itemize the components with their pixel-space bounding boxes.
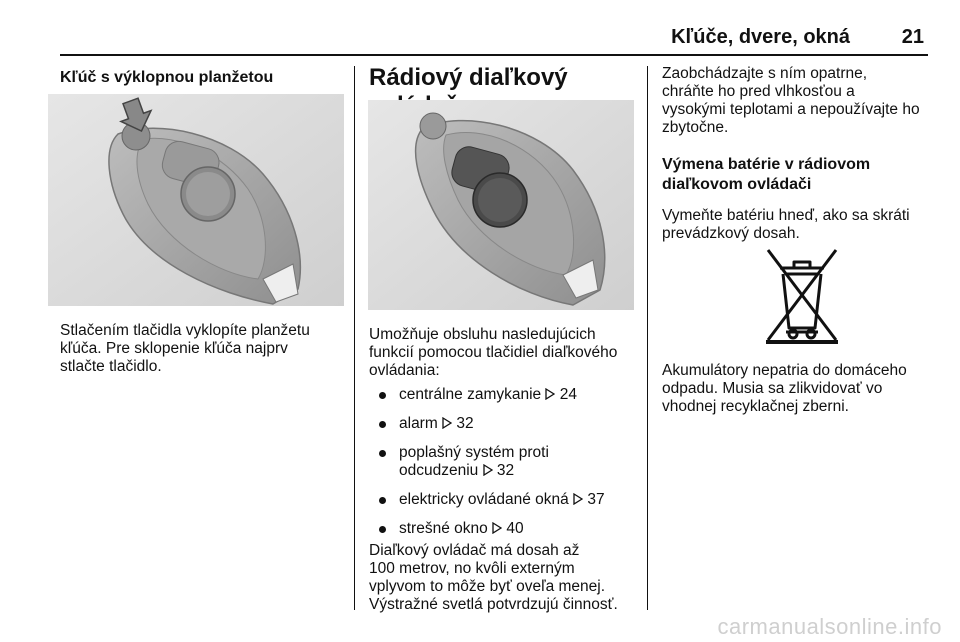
handling-text: Zaobchádzajte s ním opatrne, chráňte ho pred vlhkosťou a vysokými teplotami a nepoužívajte ho zbytočne. Výmena batérie v rádiovom diaľkovom ovládači Vymeňte batériu hneď, ako sa skráti prevádzkový dosah. (662, 65, 937, 243)
flip-key-heading: Kľúč s výklopnou planžetou (60, 69, 274, 86)
reference-arrow-icon (442, 417, 452, 429)
remote-control-heading: Rádiový diaľkový (369, 64, 568, 91)
function-list (369, 386, 641, 538)
page-number: 21 (901, 26, 924, 48)
watermark: carmanualsonline.info (717, 614, 942, 639)
battery-replacement-heading: Výmena batérie v rádiovom diaľkovom ovládači (662, 156, 871, 193)
column-divider-1 (354, 66, 355, 610)
page-reference[interactable]: 37 (587, 491, 605, 508)
reference-arrow-icon (573, 493, 583, 505)
disposal-text: Akumulátory nepatria do domáceho odpadu. Musia sa zlikvidovať vo vhodnej recyklačnej zberni. (662, 362, 907, 415)
list-item: strešné okno 40 (369, 520, 641, 538)
list-item: alarm 32 (369, 415, 641, 433)
flip-key-image (48, 94, 344, 306)
page-reference[interactable]: 40 (506, 520, 524, 537)
column-1 (60, 60, 344, 87)
page-reference[interactable]: 32 (456, 415, 474, 432)
list-item: centrálne zamykanie 24 (369, 386, 641, 404)
section-title: Kľúče, dvere, okná (671, 26, 850, 48)
page-reference[interactable]: 24 (559, 386, 578, 403)
reference-arrow-icon (492, 522, 502, 534)
reference-arrow-icon (483, 464, 493, 476)
page-header (60, 18, 928, 56)
remote-key-image (368, 100, 634, 310)
list-item: elektricky ovládané okná 37 (369, 491, 641, 509)
remote-control-text: Umožňuje obsluhu nasledujúcich funkcií pomocou tlačidiel diaľkového ovládania: centrálne zamykanie 24 alarm 32 poplašný systém proti odcudzeniu 32 elektricky ovládané okná 37 strešné okno 40 Diaľkový ovládač má dosah až 100 metrov, no kvôli externým vplyvom to môže byť oveľa menej. Výstražné svetlá potvrdzujú činnosť. (369, 326, 641, 614)
list-item: poplašný systém proti odcudzeniu 32 (369, 444, 641, 480)
column-divider-2 (647, 66, 648, 610)
flip-key-text: Stlačením tlačidla vyklopíte planžetu kľúča. Pre sklopenie kľúča najprv stlačte tlačidlo. (60, 322, 310, 375)
page-reference[interactable]: 32 (496, 462, 515, 479)
crossed-bin-icon (764, 246, 840, 344)
reference-arrow-icon (545, 388, 555, 400)
